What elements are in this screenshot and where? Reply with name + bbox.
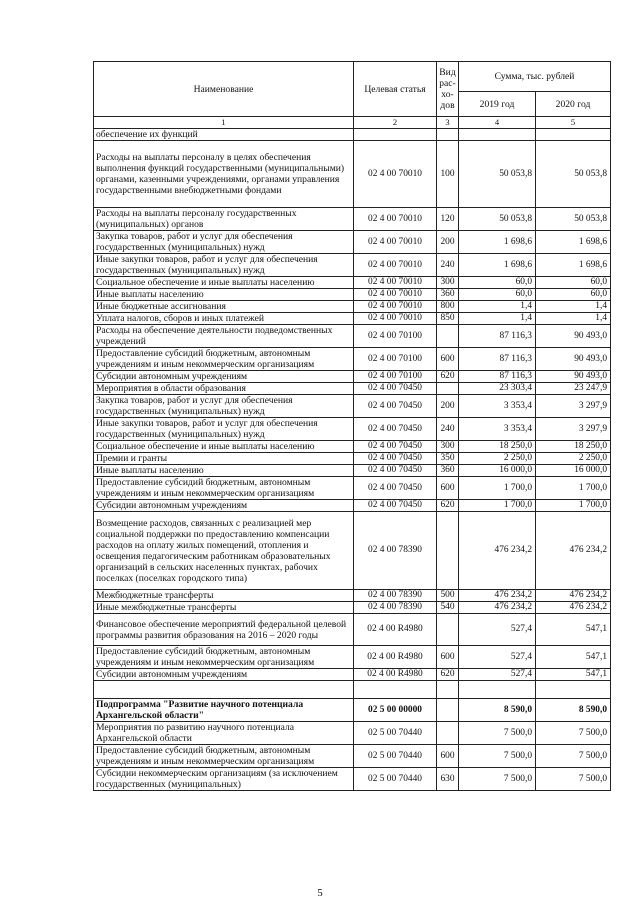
- table-row: [94, 301, 611, 313]
- row-name: Мероприятия по развитию научного потенциала Архангельской области: [94, 722, 354, 745]
- row-name: Иные выплаты населению: [94, 465, 354, 477]
- row-expense-kind: [437, 681, 459, 699]
- row-name: Закупка товаров, работ и услуг для обеспечения государственных (муниципальных) нужд: [94, 395, 354, 418]
- row-expense-kind: 500: [437, 590, 459, 602]
- row-amount-2019: 527,4: [459, 646, 536, 669]
- table-row: [94, 590, 611, 602]
- row-name: Субсидии автономным учреждениям: [94, 371, 354, 383]
- row-amount-2019: 87 116,3: [459, 348, 536, 371]
- row-target-article: 02 4 00 78390: [354, 512, 437, 590]
- row-amount-2019: 2 250,0: [459, 453, 536, 465]
- row-name: Субсидии некоммерческим организациям (за исключением государственных (муниципальных): [94, 768, 354, 791]
- row-expense-kind: 600: [437, 745, 459, 768]
- row-target-article: 02 4 00 70010: [354, 231, 437, 254]
- row-target-article: 02 5 00 70440: [354, 722, 437, 745]
- row-name: Расходы на выплаты персоналу государственных (муниципальных) органов: [94, 208, 354, 231]
- row-expense-kind: 350: [437, 453, 459, 465]
- table-row: [94, 129, 611, 141]
- col-number-2: 2: [354, 117, 437, 129]
- row-name: Субсидии автономным учреждениям: [94, 669, 354, 681]
- row-amount-2020: 476 234,2: [536, 602, 611, 614]
- row-expense-kind: 620: [437, 371, 459, 383]
- row-target-article: 02 4 00 70450: [354, 477, 437, 500]
- row-amount-2020: 7 500,0: [536, 768, 611, 791]
- row-amount-2020: 16 000,0: [536, 465, 611, 477]
- table-row: [94, 465, 611, 477]
- row-amount-2019: 50 053,8: [459, 208, 536, 231]
- table-row: [94, 231, 611, 254]
- row-amount-2019: 3 353,4: [459, 418, 536, 441]
- row-expense-kind: 600: [437, 348, 459, 371]
- row-amount-2020: 50 053,8: [536, 208, 611, 231]
- row-target-article: 02 4 00 70010: [354, 289, 437, 301]
- row-amount-2020: 3 297,9: [536, 418, 611, 441]
- table-row: [94, 395, 611, 418]
- row-amount-2020: 60,0: [536, 289, 611, 301]
- row-amount-2020: [536, 681, 611, 699]
- row-amount-2020: 50 053,8: [536, 141, 611, 208]
- row-amount-2020: 90 493,0: [536, 348, 611, 371]
- row-target-article: 02 4 00 R4980: [354, 614, 437, 646]
- row-amount-2019: 1 698,6: [459, 254, 536, 277]
- table-row: [94, 500, 611, 512]
- row-name: Предоставление субсидий бюджетным, автономным учреждениям и иным некоммерческим организациям: [94, 745, 354, 768]
- row-amount-2020: 547,1: [536, 646, 611, 669]
- row-name: Социальное обеспечение и иные выплаты населению: [94, 441, 354, 453]
- row-amount-2020: 1 700,0: [536, 477, 611, 500]
- header-name: Наименование: [94, 62, 354, 117]
- row-amount-2019: 60,0: [459, 289, 536, 301]
- row-expense-kind: 360: [437, 289, 459, 301]
- header-year-2020: 2020 год: [536, 92, 611, 117]
- row-expense-kind: 850: [437, 313, 459, 325]
- row-amount-2019: 8 590,0: [459, 699, 536, 722]
- row-name: Иные межбюджетные трансферты: [94, 602, 354, 614]
- row-amount-2019: 7 500,0: [459, 745, 536, 768]
- table-row: [94, 477, 611, 500]
- row-expense-kind: 620: [437, 500, 459, 512]
- row-expense-kind: [437, 512, 459, 590]
- table-row: [94, 722, 611, 745]
- row-name: Мероприятия в области образования: [94, 383, 354, 395]
- row-amount-2020: 1,4: [536, 313, 611, 325]
- row-target-article: 02 4 00 70100: [354, 325, 437, 348]
- row-target-article: 02 4 00 70450: [354, 395, 437, 418]
- row-amount-2020: 1 700,0: [536, 500, 611, 512]
- row-amount-2020: 23 247,9: [536, 383, 611, 395]
- row-amount-2020: 547,1: [536, 669, 611, 681]
- row-expense-kind: 240: [437, 254, 459, 277]
- row-target-article: 02 4 00 70450: [354, 453, 437, 465]
- row-target-article: 02 4 00 70100: [354, 371, 437, 383]
- row-amount-2019: 1,4: [459, 301, 536, 313]
- row-amount-2020: 8 590,0: [536, 699, 611, 722]
- row-name: Финансовое обеспечение мероприятий федеральной целевой программы развития образования на 2016 – 2020 годы: [94, 614, 354, 646]
- row-amount-2019: 87 116,3: [459, 325, 536, 348]
- table-row: [94, 371, 611, 383]
- table-row: [94, 208, 611, 231]
- table-row: [94, 313, 611, 325]
- row-target-article: 02 4 00 70450: [354, 500, 437, 512]
- row-expense-kind: 240: [437, 418, 459, 441]
- row-target-article: 02 4 00 70100: [354, 348, 437, 371]
- row-amount-2020: [536, 129, 611, 141]
- row-expense-kind: [437, 383, 459, 395]
- table-row: [94, 602, 611, 614]
- row-target-article: 02 4 00 70010: [354, 208, 437, 231]
- row-amount-2019: 7 500,0: [459, 722, 536, 745]
- col-number-1: 1: [94, 117, 354, 129]
- table-row: [94, 669, 611, 681]
- row-amount-2019: 23 303,4: [459, 383, 536, 395]
- row-name: Премии и гранты: [94, 453, 354, 465]
- row-expense-kind: 540: [437, 602, 459, 614]
- row-amount-2020: 90 493,0: [536, 371, 611, 383]
- row-target-article: 02 4 00 70450: [354, 383, 437, 395]
- row-amount-2019: 527,4: [459, 614, 536, 646]
- table-row: [94, 745, 611, 768]
- row-amount-2020: 476 234,2: [536, 512, 611, 590]
- table-row: [94, 512, 611, 590]
- table-row: [94, 418, 611, 441]
- row-amount-2019: 60,0: [459, 277, 536, 289]
- row-target-article: 02 4 00 78390: [354, 602, 437, 614]
- header-target-article: Целевая статья: [354, 62, 437, 117]
- page-number: 5: [317, 887, 323, 899]
- row-name: Межбюджетные трансферты: [94, 590, 354, 602]
- row-amount-2019: 16 000,0: [459, 465, 536, 477]
- row-expense-kind: 630: [437, 768, 459, 791]
- row-name: Социальное обеспечение и иные выплаты населению: [94, 277, 354, 289]
- row-amount-2020: 18 250,0: [536, 441, 611, 453]
- row-amount-2019: 476 234,2: [459, 602, 536, 614]
- row-target-article: 02 4 00 R4980: [354, 669, 437, 681]
- row-amount-2019: 18 250,0: [459, 441, 536, 453]
- row-expense-kind: 600: [437, 477, 459, 500]
- row-amount-2019: 527,4: [459, 669, 536, 681]
- table-row: [94, 254, 611, 277]
- row-name: Иные бюджетные ассигнования: [94, 301, 354, 313]
- row-expense-kind: [437, 129, 459, 141]
- row-amount-2019: 1,4: [459, 313, 536, 325]
- row-expense-kind: 120: [437, 208, 459, 231]
- row-name: Субсидии автономным учреждениям: [94, 500, 354, 512]
- row-expense-kind: [437, 614, 459, 646]
- row-name: Предоставление субсидий бюджетным, автономным учреждениям и иным некоммерческим организациям: [94, 348, 354, 371]
- table-row: [94, 441, 611, 453]
- row-amount-2020: 547,1: [536, 614, 611, 646]
- row-amount-2020: 1,4: [536, 301, 611, 313]
- row-target-article: 02 4 00 70450: [354, 441, 437, 453]
- row-name: Иные закупки товаров, работ и услуг для обеспечения государственных (муниципальных) нужд: [94, 254, 354, 277]
- table-row: [94, 699, 611, 722]
- table-row: [94, 614, 611, 646]
- row-name: Предоставление субсидий бюджетным, автономным учреждениям и иным некоммерческим организациям: [94, 646, 354, 669]
- row-expense-kind: 800: [437, 301, 459, 313]
- row-name: [94, 681, 354, 699]
- row-amount-2019: [459, 681, 536, 699]
- table-row: [94, 681, 611, 699]
- row-target-article: [354, 681, 437, 699]
- row-target-article: 02 5 00 00000: [354, 699, 437, 722]
- row-name: обеспечение их функций: [94, 129, 354, 141]
- table-row: [94, 453, 611, 465]
- table-row: [94, 289, 611, 301]
- row-amount-2019: 87 116,3: [459, 371, 536, 383]
- row-target-article: 02 5 00 70440: [354, 745, 437, 768]
- row-name: Предоставление субсидий бюджетным, автономным учреждениям и иным некоммерческим организациям: [94, 477, 354, 500]
- row-amount-2019: 1 700,0: [459, 477, 536, 500]
- row-amount-2019: 1 698,6: [459, 231, 536, 254]
- row-expense-kind: 620: [437, 669, 459, 681]
- table-row: [94, 768, 611, 791]
- row-target-article: 02 4 00 70010: [354, 277, 437, 289]
- table-row: [94, 646, 611, 669]
- row-expense-kind: 600: [437, 646, 459, 669]
- row-amount-2019: 7 500,0: [459, 768, 536, 791]
- row-name: Расходы на выплаты персоналу в целях обеспечения выполнения функций государственными (муниципальными) органами, казенными учреждениями, органами управления государственными внебюджетными фондами: [94, 141, 354, 208]
- row-amount-2020: 3 297,9: [536, 395, 611, 418]
- row-amount-2019: 3 353,4: [459, 395, 536, 418]
- row-name: Расходы на обеспечение деятельности подведомственных учреждений: [94, 325, 354, 348]
- header-year-2019: 2019 год: [459, 92, 536, 117]
- row-target-article: 02 5 00 70440: [354, 768, 437, 791]
- row-amount-2019: 50 053,8: [459, 141, 536, 208]
- row-target-article: 02 4 00 70010: [354, 141, 437, 208]
- row-target-article: 02 4 00 R4980: [354, 646, 437, 669]
- row-expense-kind: 100: [437, 141, 459, 208]
- row-amount-2019: 476 234,2: [459, 590, 536, 602]
- row-target-article: 02 4 00 70010: [354, 301, 437, 313]
- row-target-article: 02 4 00 70450: [354, 465, 437, 477]
- budget-table: [93, 61, 611, 791]
- table-row: [94, 141, 611, 208]
- row-amount-2019: [459, 129, 536, 141]
- row-amount-2020: 1 698,6: [536, 254, 611, 277]
- row-amount-2020: 90 493,0: [536, 325, 611, 348]
- row-name: Иные закупки товаров, работ и услуг для обеспечения государственных (муниципальных) нужд: [94, 418, 354, 441]
- row-name: Закупка товаров, работ и услуг для обеспечения государственных (муниципальных) нужд: [94, 231, 354, 254]
- table-row: [94, 348, 611, 371]
- row-amount-2020: 60,0: [536, 277, 611, 289]
- row-amount-2020: 476 234,2: [536, 590, 611, 602]
- row-target-article: 02 4 00 70010: [354, 313, 437, 325]
- table-row: [94, 383, 611, 395]
- row-expense-kind: [437, 699, 459, 722]
- row-name: Подпрограмма "Развитие научного потенциала Архангельской области": [94, 699, 354, 722]
- row-expense-kind: [437, 325, 459, 348]
- row-amount-2020: 7 500,0: [536, 722, 611, 745]
- row-target-article: [354, 129, 437, 141]
- row-name: Иные выплаты населению: [94, 289, 354, 301]
- row-expense-kind: 200: [437, 231, 459, 254]
- col-number-5: 5: [536, 117, 611, 129]
- row-amount-2019: 1 700,0: [459, 500, 536, 512]
- row-name: Уплата налогов, сборов и иных платежей: [94, 313, 354, 325]
- row-expense-kind: 300: [437, 441, 459, 453]
- row-target-article: 02 4 00 78390: [354, 590, 437, 602]
- row-target-article: 02 4 00 70450: [354, 418, 437, 441]
- row-expense-kind: 200: [437, 395, 459, 418]
- row-target-article: 02 4 00 70010: [354, 254, 437, 277]
- table-row: [94, 277, 611, 289]
- row-name: Возмещение расходов, связанных с реализацией мер социальной поддержки по предоставлению компенсации расходов на оплату жилых помещений, отопления и освещения педагогическим работникам образовательных организаций в сельских населенных пунктах, рабочих поселках (поселках городского типа): [94, 512, 354, 590]
- row-amount-2020: 1 698,6: [536, 231, 611, 254]
- col-number-3: 3: [437, 117, 459, 129]
- row-amount-2020: 2 250,0: [536, 453, 611, 465]
- row-expense-kind: 300: [437, 277, 459, 289]
- header-expense-kind: Вид рас-хо-дов: [437, 62, 459, 117]
- row-expense-kind: 360: [437, 465, 459, 477]
- row-amount-2019: 476 234,2: [459, 512, 536, 590]
- row-expense-kind: [437, 722, 459, 745]
- table-body: [94, 129, 611, 791]
- row-amount-2020: 7 500,0: [536, 745, 611, 768]
- table-row: [94, 325, 611, 348]
- col-number-4: 4: [459, 117, 536, 129]
- header-sum: Сумма, тыс. рублей: [459, 62, 611, 92]
